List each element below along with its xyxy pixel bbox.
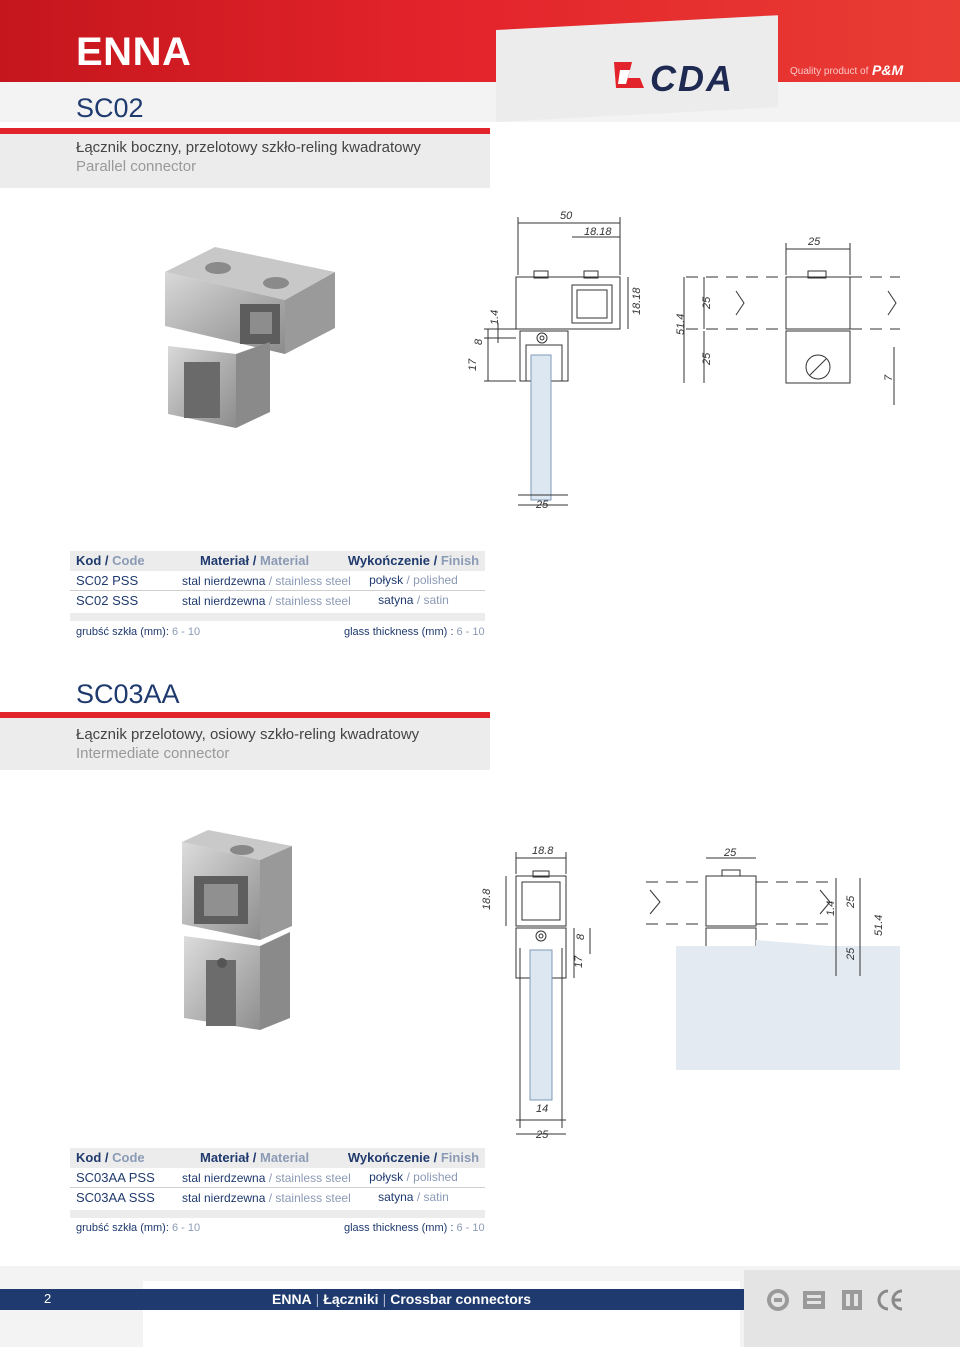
row-mat-pl: stal nierdzewna <box>182 594 266 608</box>
description-pl: Łącznik boczny, przelotowy szkło-reling kwadratowy <box>76 139 421 156</box>
standard-cert-icon <box>840 1288 864 1312</box>
dim-label: 1.4 <box>489 309 501 325</box>
head-mat-en: Material <box>259 1150 310 1165</box>
header-gray-band <box>0 82 960 122</box>
table-divider <box>70 613 485 621</box>
head-code-en: Code <box>112 553 145 568</box>
spec-header: Kod / Code Materiał / Material Wykończenie / Finish <box>70 1148 485 1168</box>
dim-label: 14 <box>536 1103 549 1115</box>
row-fin-pl: satyna <box>378 1190 414 1204</box>
table-divider <box>70 1210 485 1218</box>
product-photo <box>160 242 340 432</box>
head-fin-en: Finish <box>440 553 480 568</box>
head-mat-pl: Materiał <box>200 1150 250 1165</box>
page-number: 2 <box>44 1291 52 1306</box>
spec-table <box>70 551 485 610</box>
head-fin-pl: Wykończenie <box>347 1150 430 1165</box>
row-mat-pl: stal nierdzewna <box>182 1191 266 1205</box>
footer-category-pl: Łączniki <box>323 1291 379 1307</box>
tuv-cert-icon <box>766 1288 790 1312</box>
dim-label: 7 <box>883 374 895 381</box>
description-en: Parallel connector <box>76 158 197 175</box>
spec-table <box>70 1148 485 1207</box>
row-fin-en: polished <box>413 573 458 587</box>
footer-sep: | <box>315 1291 320 1307</box>
dim-label: 25 <box>808 236 821 248</box>
dim-label: 25 <box>536 499 549 511</box>
quality-cert-icon <box>802 1288 826 1312</box>
dim-label: 8 <box>575 933 587 940</box>
footer-series: ENNA <box>272 1291 312 1307</box>
row-fin-en: polished <box>413 1170 458 1184</box>
head-fin-en: Finish <box>440 1150 480 1165</box>
thickness-en: glass thickness (mm) : 6 - 10 <box>344 1222 485 1234</box>
thickness-en: glass thickness (mm) : 6 - 10 <box>344 626 485 638</box>
dim-label: 1.4 <box>825 900 837 916</box>
row-code: SC02 SSS <box>76 593 139 608</box>
thickness-pl: grubść szkła (mm): 6 - 10 <box>76 626 201 638</box>
head-code-pl: Kod <box>76 1150 102 1165</box>
dim-label: 18.8 <box>532 845 554 857</box>
ce-mark-icon <box>876 1288 904 1312</box>
footer-title <box>272 1291 531 1307</box>
dim-label: 18.8 <box>481 888 493 910</box>
row-mat-en: stainless steel <box>275 574 351 588</box>
dim-label: 25 <box>845 947 857 960</box>
head-code-pl: Kod <box>76 553 102 568</box>
head-code-en: Code <box>112 1150 145 1165</box>
technical-drawing <box>470 840 900 1145</box>
series-title: ENNA <box>76 30 192 74</box>
dim-label: 51.4 <box>873 914 885 936</box>
technical-drawing <box>460 205 920 520</box>
head-mat-en: Material <box>259 553 310 568</box>
cda-logo-icon <box>610 58 650 92</box>
row-code: SC03AA SSS <box>76 1190 155 1205</box>
dim-label: 25 <box>845 895 857 908</box>
row-fin-en: satin <box>423 1190 449 1204</box>
spec-header: Kod / Code Materiał / Material Wykończenie / Finish <box>70 551 485 571</box>
dim-label: 17 <box>573 955 585 968</box>
description-en: Intermediate connector <box>76 745 230 762</box>
quality-brand: P&M <box>872 62 904 78</box>
row-fin-en: satin <box>423 593 449 607</box>
thickness-pl: grubść szkła (mm): 6 - 10 <box>76 1222 201 1234</box>
head-fin-pl: Wykończenie <box>347 553 430 568</box>
product-code-title: SC02 <box>76 93 144 123</box>
dim-label: 25 <box>724 847 737 859</box>
footer-sep: | <box>382 1291 387 1307</box>
dim-label: 50 <box>560 210 573 222</box>
dim-label: 8 <box>473 338 485 345</box>
row-fin-pl: połysk <box>369 573 404 587</box>
row-mat-en: stainless steel <box>275 1191 351 1205</box>
footer-category-en: Crossbar connectors <box>390 1291 532 1307</box>
row-mat-en: stainless steel <box>275 594 351 608</box>
dim-label: 51.4 <box>675 313 687 335</box>
brand-logo-text: CDA <box>650 58 734 99</box>
dim-label: 25 <box>701 296 713 309</box>
dim-label: 18.18 <box>584 226 612 238</box>
row-fin-pl: połysk <box>369 1170 404 1184</box>
description-pl: Łącznik przelotowy, osiowy szkło-reling kwadratowy <box>76 726 420 743</box>
dim-label: 25 <box>701 352 713 365</box>
row-mat-pl: stal nierdzewna <box>182 1171 266 1185</box>
row-code: SC02 PSS <box>76 573 139 588</box>
product-photo <box>180 828 295 1033</box>
table-row: SC03AA SSS stal nierdzewna / stainless steel satyna / satin <box>76 1190 449 1205</box>
dim-label: 18.18 <box>631 287 643 315</box>
row-code: SC03AA PSS <box>76 1170 155 1185</box>
row-fin-pl: satyna <box>378 593 414 607</box>
dim-label: 17 <box>467 358 479 371</box>
head-mat-pl: Materiał <box>200 553 250 568</box>
table-row: SC02 PSS stal nierdzewna / stainless steel połysk / polished <box>70 571 485 591</box>
row-mat-en: stainless steel <box>275 1171 351 1185</box>
table-row: SC03AA PSS stal nierdzewna / stainless steel połysk / polished <box>70 1168 485 1188</box>
dim-label: 25 <box>536 1129 549 1141</box>
product-code-title: SC03AA <box>76 679 180 709</box>
quality-text: Quality product of <box>790 66 869 77</box>
row-mat-pl: stal nierdzewna <box>182 574 266 588</box>
table-row: SC02 SSS stal nierdzewna / stainless steel satyna / satin <box>76 593 449 608</box>
